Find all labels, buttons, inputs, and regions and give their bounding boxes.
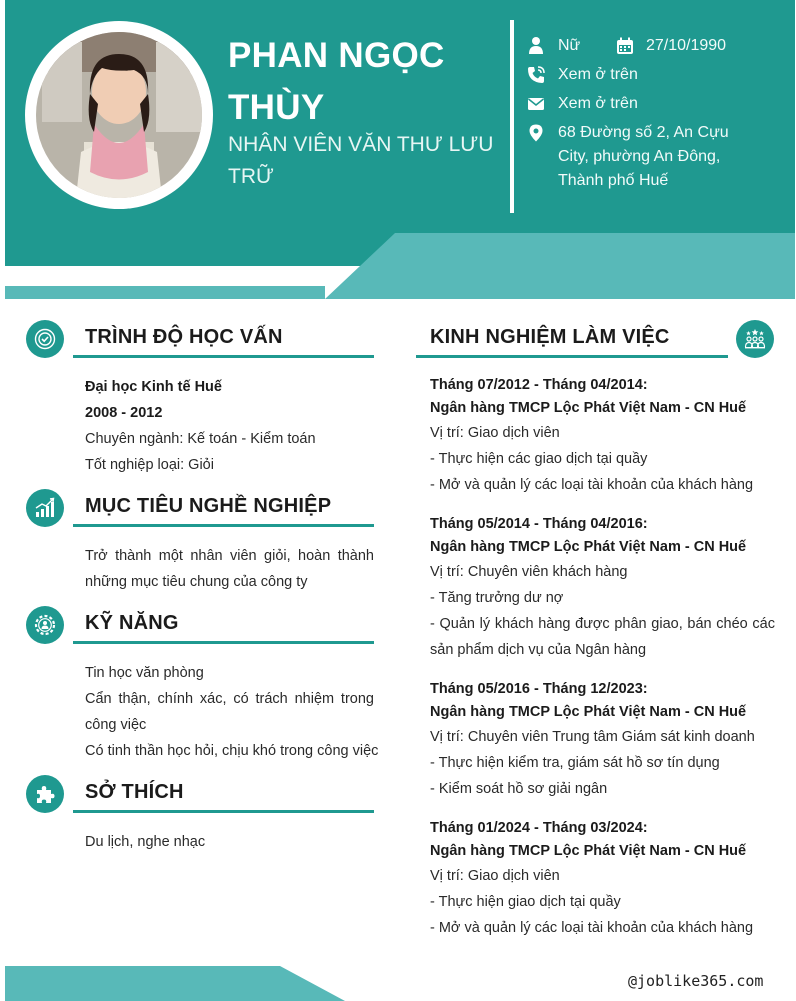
skill-item: Cẩn thận, chính xác, có trách nhiệm trong công việc [85, 691, 374, 733]
objective-text: Trở thành một nhân viên giỏi, hoàn thành những mục tiêu chung của công ty [85, 548, 374, 590]
job-period: Tháng 01/2024 - Tháng 03/2024: [430, 820, 648, 836]
location-pin-icon [527, 124, 545, 142]
objective-title: MỤC TIÊU NGHỀ NGHIỆP [85, 495, 332, 517]
job-period: Tháng 07/2012 - Tháng 04/2014: [430, 377, 648, 393]
objective-underline [73, 524, 374, 527]
hobbies-underline [73, 810, 374, 813]
growth-chart-icon [26, 489, 64, 527]
hobbies-text: Du lịch, nghe nhạc [85, 834, 206, 850]
job-period: Tháng 05/2014 - Tháng 04/2016: [430, 516, 648, 532]
job-period: Tháng 05/2016 - Tháng 12/2023: [430, 681, 648, 697]
education-years: 2008 - 2012 [85, 405, 163, 421]
phone-icon [527, 66, 545, 84]
education-major: Chuyên ngành: Kế toán - Kiểm toán [85, 431, 316, 447]
job-task: - Mở và quản lý các loại tài khoản của khách hàng [430, 477, 754, 493]
job-company: Ngân hàng TMCP Lộc Phát Việt Nam - CN Huế [430, 539, 747, 555]
job-title: NHÂN VIÊN VĂN THƯ LƯU TRỮ [228, 133, 494, 188]
skills-title: KỸ NĂNG [85, 612, 179, 634]
experience-underline [416, 355, 728, 358]
job-role: Vị trí: Giao dịch viên [430, 868, 560, 884]
job-company: Ngân hàng TMCP Lộc Phát Việt Nam - CN Huế [430, 704, 747, 720]
gender-value: Nữ [558, 37, 581, 54]
skills-underline [73, 641, 374, 644]
birthday-value: 27/10/1990 [646, 37, 727, 54]
address-value: 68 Đường số 2, An Cựu City, phường An Đông, Thành phố Huế [558, 124, 729, 189]
avatar [36, 32, 202, 198]
team-stars-icon [736, 320, 774, 358]
education-grade: Tốt nghiệp loại: Giỏi [85, 457, 214, 473]
puzzle-icon [26, 775, 64, 813]
candidate-name: PHAN NGỌC THÙY [228, 36, 445, 127]
job-company: Ngân hàng TMCP Lộc Phát Việt Nam - CN Huế [430, 400, 747, 416]
mail-icon [527, 95, 545, 113]
job-task: - Tăng trưởng dư nợ [430, 590, 564, 606]
education-underline [73, 355, 374, 358]
job-role: Vị trí: Chuyên viên khách hàng [430, 564, 628, 580]
skill-item: Tin học văn phòng [85, 665, 204, 681]
hobbies-title: SỞ THÍCH [85, 781, 184, 803]
job-task: - Thực hiện kiểm tra, giám sát hồ sơ tín dụng [430, 755, 720, 771]
job-company: Ngân hàng TMCP Lộc Phát Việt Nam - CN Huế [430, 843, 747, 859]
education-school: Đại học Kinh tế Huế [85, 379, 222, 395]
user-icon [527, 36, 545, 54]
skill-item: Có tinh thần học hỏi, chịu khó trong công việc [85, 743, 379, 759]
footer-decoration [5, 966, 345, 1001]
job-role: Vị trí: Giao dịch viên [430, 425, 560, 441]
job-task: - Kiểm soát hồ sơ giải ngân [430, 781, 608, 797]
job-task: - Mở và quản lý các loại tài khoản của khách hàng [430, 920, 754, 936]
job-task: - Quản lý khách hàng được phân giao, bán chéo các sản phẩm dịch vụ của Ngân hàng [430, 616, 775, 658]
badge-check-icon [26, 320, 64, 358]
calendar-icon [616, 37, 634, 55]
gear-user-icon [26, 606, 64, 644]
education-title: TRÌNH ĐỘ HỌC VẤN [85, 326, 283, 348]
job-task: - Thực hiện các giao dịch tại quầy [430, 451, 648, 467]
header-stripe-decoration [5, 230, 795, 299]
phone-value: Xem ở trên [558, 66, 638, 83]
watermark: @joblike365.com [628, 972, 764, 990]
email-value: Xem ở trên [558, 95, 638, 112]
header-divider [510, 20, 514, 213]
job-task: - Thực hiện giao dịch tại quầy [430, 894, 621, 910]
experience-title: KINH NGHIỆM LÀM VIỆC [430, 326, 670, 348]
job-role: Vị trí: Chuyên viên Trung tâm Giám sát kinh doanh [430, 729, 755, 745]
